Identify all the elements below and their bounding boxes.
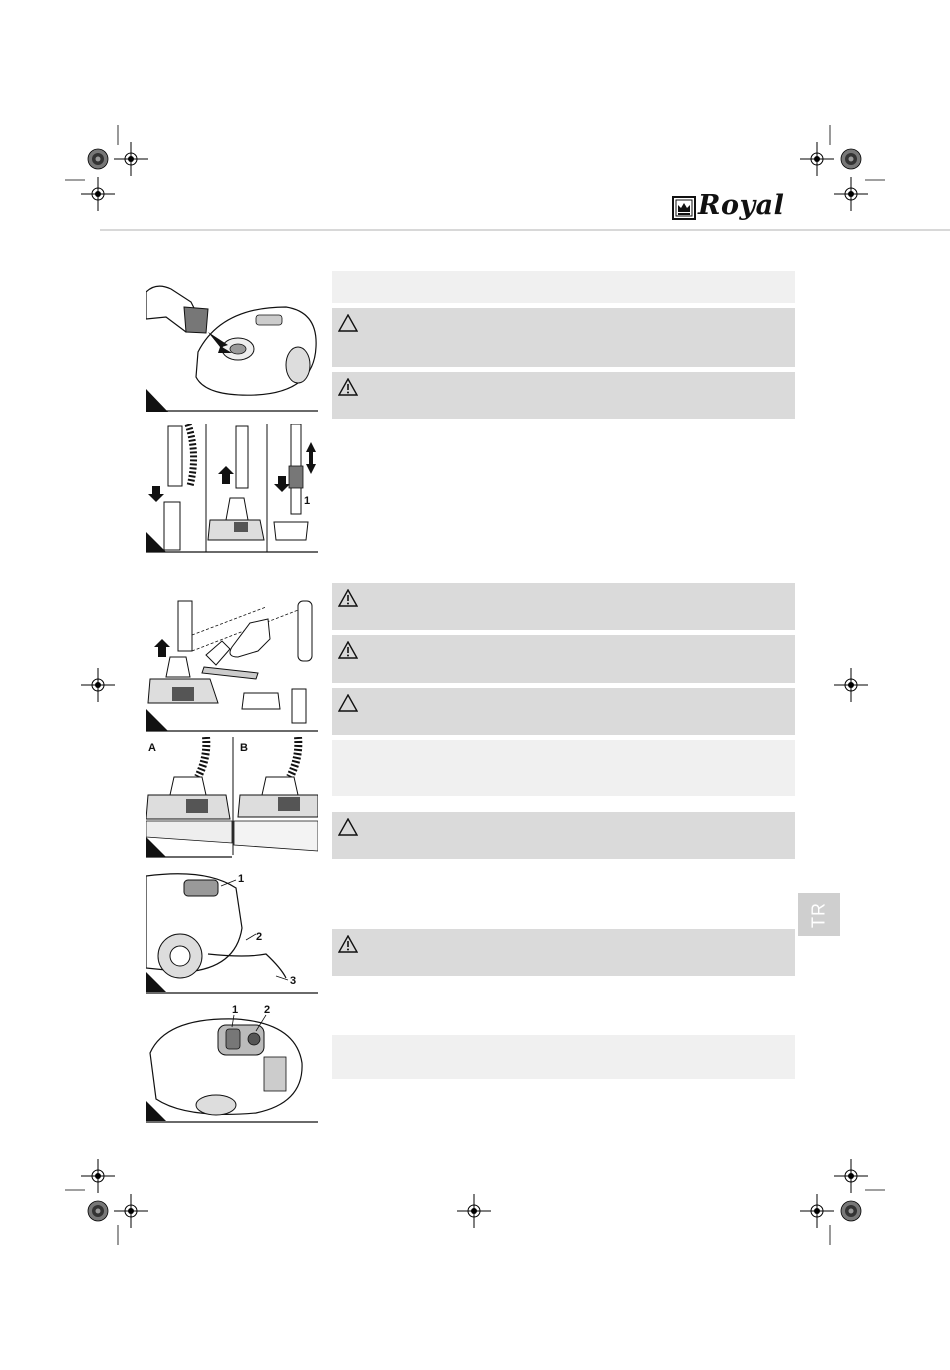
fig2-label-1: 1 (304, 495, 311, 507)
caution-triangle-icon (338, 694, 358, 712)
warning-box-6 (332, 812, 795, 859)
warning-box-1 (332, 308, 795, 367)
registration-mark-icon (834, 177, 868, 211)
warning-box-5 (332, 688, 795, 735)
fig5-label-2: 2 (256, 931, 263, 943)
brand-name: Royal (698, 190, 785, 221)
fig6-label-1: 1 (232, 1004, 239, 1016)
crown-logo-icon (672, 196, 696, 220)
fig6-label-2: 2 (264, 1004, 271, 1016)
language-code: TR (808, 901, 829, 928)
warning-box-3 (332, 583, 795, 630)
caution-triangle-icon (338, 314, 358, 332)
warning-triangle-icon (338, 378, 358, 396)
warning-box-2 (332, 372, 795, 419)
fig4-label-b: B (240, 742, 248, 754)
registration-mark-icon (457, 1194, 491, 1228)
warning-triangle-icon (338, 589, 358, 607)
note-box-1 (332, 271, 795, 303)
language-tab (798, 893, 840, 936)
registration-mark-icon (81, 177, 115, 211)
caution-triangle-icon (338, 818, 358, 836)
figure-tube-assembly (146, 424, 318, 554)
figure-accessories (146, 595, 318, 732)
warning-box-7 (332, 929, 795, 976)
note-box-2 (332, 740, 795, 796)
registration-mark-icon (800, 1194, 834, 1228)
figure-controls (146, 1003, 318, 1124)
reg-dot-icon (841, 1201, 861, 1221)
fig5-label-3: 3 (290, 975, 297, 987)
registration-mark-icon (114, 1194, 148, 1228)
warning-triangle-icon (338, 935, 358, 953)
registration-mark-icon (81, 1159, 115, 1193)
warning-triangle-icon (338, 641, 358, 659)
registration-mark-icon (834, 1159, 868, 1193)
reg-dot-icon (88, 149, 108, 169)
registration-mark-icon (800, 142, 834, 176)
warning-box-4 (332, 635, 795, 683)
note-box-3 (332, 1035, 795, 1079)
registration-mark-icon (114, 142, 148, 176)
reg-dot-icon (88, 1201, 108, 1221)
reg-dot-icon (841, 149, 861, 169)
figure-hose-insert (146, 277, 318, 412)
fig4-label-a: A (148, 742, 156, 754)
registration-mark-icon (834, 668, 868, 702)
fig5-label-1: 1 (238, 873, 245, 885)
brand-logo (672, 190, 800, 224)
figure-floor-settings (146, 737, 318, 859)
registration-mark-icon (81, 668, 115, 702)
figure-power-cable (146, 868, 318, 995)
